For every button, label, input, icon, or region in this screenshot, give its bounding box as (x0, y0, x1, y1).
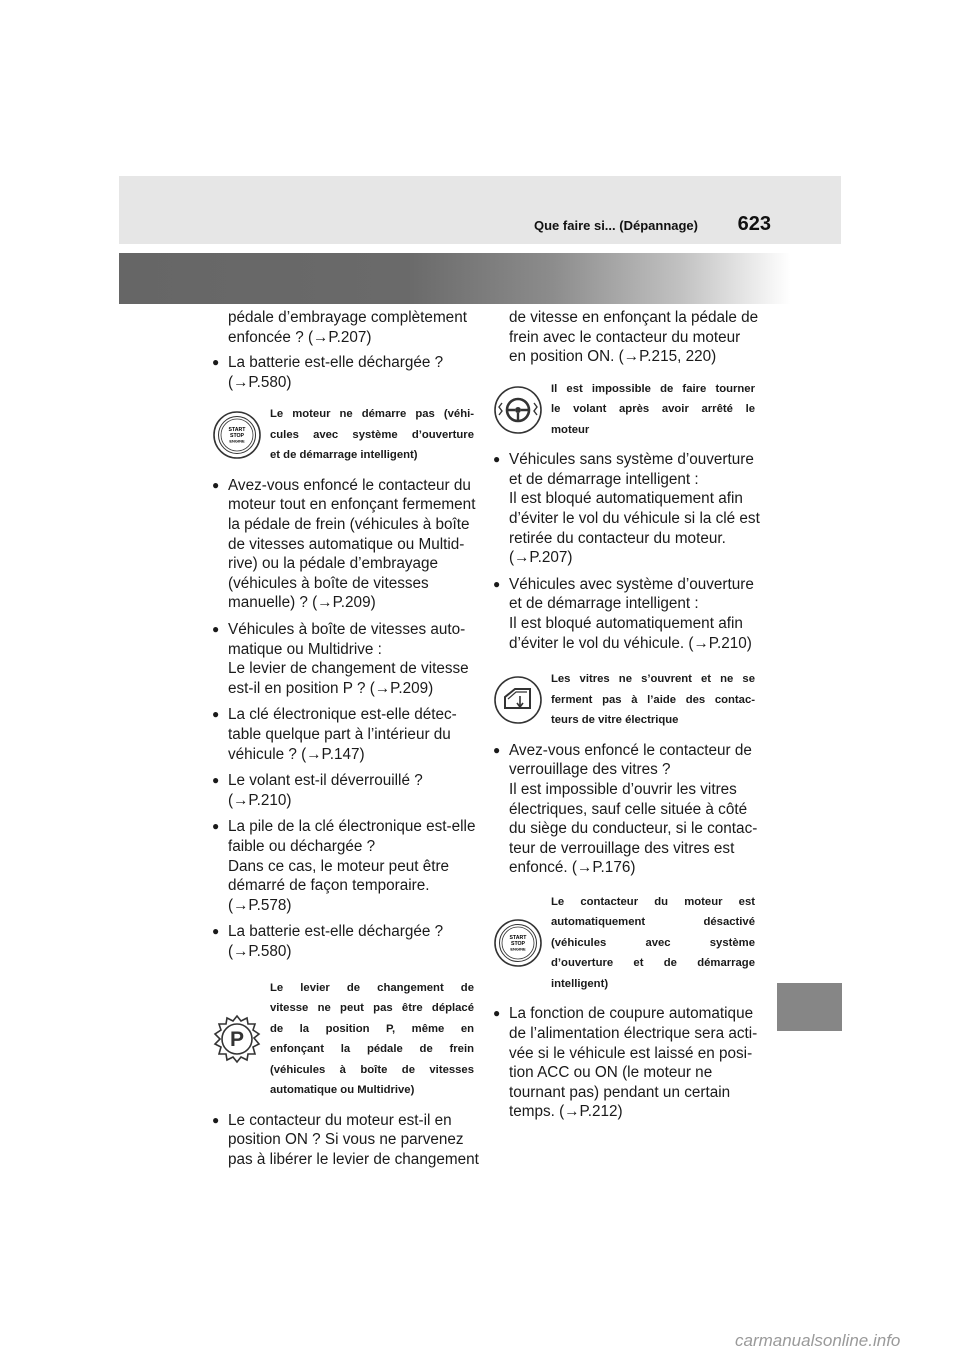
text-line: Il est impossible de faire tourner (551, 382, 755, 395)
text-line: frein avec le contacteur du moteur (509, 328, 741, 346)
watermark: carmanualsonline.info (735, 1331, 901, 1350)
text-line: ● Véhicules sans système d’ouverture (509, 451, 754, 469)
text-line: moteur tout en enfonçant fermement (228, 496, 476, 514)
bullet-item (212, 705, 474, 764)
text-line: moteur (551, 423, 590, 436)
section-heading-steering-lock (493, 379, 755, 441)
text-line: ● La fonction de coupure automatique (509, 1005, 754, 1023)
text-line: cules avec système d’ouverture (270, 428, 474, 441)
bullet-item (493, 741, 758, 878)
text-line: (→P.580) (228, 942, 292, 960)
bullet-item (212, 922, 474, 961)
text-line: véhicule ? (→P.147) (228, 745, 365, 763)
text-line: (→P.578) (228, 896, 292, 914)
text-line: ● Avez-vous enfoncé le contacteur du (228, 476, 471, 494)
text-line: d’éviter le vol du véhicule si la clé est (509, 510, 760, 528)
text-line: automatique ou Multidrive) (270, 1084, 415, 1097)
text-line: ● Avez-vous enfoncé le contacteur de (509, 741, 752, 759)
bullet-item (212, 353, 474, 392)
text-line: automatiquement désactivé (551, 916, 755, 929)
icon-label-stop: STOP (510, 941, 526, 948)
text-line: (véhicules à boîte de vitesses (270, 1063, 474, 1076)
text-line: verrouillage des vitres ? (509, 761, 671, 779)
icon-label-p: P (229, 1028, 245, 1052)
icon-label-engine: ENGINE (229, 438, 245, 444)
gear-p-icon (212, 1014, 262, 1064)
chapter-tab (777, 983, 842, 1031)
steering-lock-icon (493, 385, 543, 435)
text-line: d’éviter le vol du véhicule. (→P.210) (509, 634, 752, 652)
start-stop-engine-icon (212, 410, 262, 460)
bullet-item (212, 620, 474, 698)
section-heading-text (270, 404, 474, 466)
bullet-item (493, 575, 755, 653)
text-line: d’ouverture et de démarrage (551, 957, 755, 970)
text-line: matique ou Multidrive : (228, 640, 382, 658)
text-line: vée si le véhicule est laissé en posi- (509, 1044, 753, 1062)
continuation-text (212, 308, 474, 347)
bullet-item (212, 476, 474, 613)
bullet-list (493, 450, 760, 653)
icon-label-engine: ENGINE (510, 946, 526, 952)
start-stop-engine-icon (493, 918, 543, 968)
section-heading-text (551, 669, 755, 731)
text-line: pas à libérer le levier de changement (228, 1150, 479, 1168)
text-line: (→P.210) (228, 791, 292, 809)
text-line: Le contacteur du moteur est (551, 895, 755, 908)
text-line: du siège du conducteur, si le contac- (509, 820, 758, 838)
text-line: la pédale de frein (véhicules à boîte (228, 516, 470, 534)
text-line: Le moteur ne démarre pas (véhi- (270, 408, 474, 421)
bullet-item (212, 1111, 479, 1170)
section-heading-text (551, 379, 755, 441)
section-heading-shift-lever (212, 978, 474, 1101)
text-line: enfoncée ? (→P.207) (228, 328, 372, 346)
text-line: tournant pas) pendant un certain (509, 1083, 731, 1101)
text-line: en position ON. (→P.215, 220) (509, 348, 717, 366)
column-left (212, 308, 479, 1176)
bullet-list (493, 1004, 758, 1122)
text-line: Le levier de changement de (270, 981, 474, 994)
section-heading-engine-start (212, 404, 474, 466)
bullet-item (212, 817, 474, 915)
bullet-item (493, 1004, 758, 1122)
text-line: Il est impossible d’ouvrir les vitres (509, 780, 737, 798)
text-line: de la position P, même en (270, 1022, 474, 1035)
text-line: intelligent) (551, 977, 609, 990)
continuation-text (493, 308, 759, 367)
text-line: (→P.580) (228, 373, 292, 391)
bullet-list (212, 476, 474, 962)
section-heading-text (270, 978, 474, 1101)
text-line: enfoncé. (→P.176) (509, 859, 636, 877)
text-line: ● La batterie est-elle déchargée ? (228, 923, 444, 941)
text-line: manuelle) ? (→P.209) (228, 594, 376, 612)
text-line: teurs de vitre électrique (551, 714, 679, 727)
text-line: ● Véhicules à boîte de vitesses auto- (228, 621, 466, 639)
text-line: et de démarrage intelligent) (270, 449, 418, 462)
text-line: retirée du contacteur du moteur. (509, 529, 726, 547)
text-line: Il est bloqué automatiquement afin (509, 615, 743, 633)
section-heading-auto-off (493, 892, 755, 995)
text-line: démarré de façon temporaire. (228, 877, 430, 895)
section-heading-power-windows (493, 669, 755, 731)
text-line: Les vitres ne s’ouvrent et ne se (551, 673, 755, 686)
text-line: Le levier de changement de vitesse (228, 660, 469, 678)
text-line: tion ACC ou ON (le moteur ne (509, 1064, 713, 1082)
text-line: (véhicules à boîte de vitesses (228, 574, 429, 592)
text-line: table quelque part à l’intérieur du (228, 726, 451, 743)
page-number: 623 (737, 213, 771, 235)
bullet-list (493, 741, 758, 878)
text-line: ● La batterie est-elle déchargée ? (228, 354, 444, 372)
text-line: pédale d’embrayage complètement (228, 309, 467, 326)
icon-label-start: START (228, 427, 246, 434)
text-line: teur de verrouillage des vitres est (509, 839, 735, 857)
text-line: ferment pas à l’aide des contac- (551, 693, 755, 706)
bullet-item (493, 450, 760, 568)
text-line: est-il en position P ? (→P.209) (228, 679, 434, 697)
icon-label-stop: STOP (229, 433, 245, 440)
header-gradient-band (119, 253, 841, 304)
text-line: Il est bloqué automatiquement afin (509, 490, 743, 508)
text-line: vitesse ne peut pas être déplacé (270, 1002, 474, 1015)
bullet-item (212, 771, 474, 810)
text-line: (→P.207) (509, 549, 573, 567)
text-line: position ON ? Si vous ne parvenez (228, 1131, 464, 1149)
text-line: de l’alimentation électrique sera acti- (509, 1024, 758, 1042)
power-window-icon (493, 675, 543, 725)
text-line: Dans ce cas, le moteur peut être (228, 857, 450, 875)
text-line: ● Véhicules avec système d’ouverture (509, 575, 754, 593)
text-line: et de démarrage intelligent : (509, 595, 699, 613)
icon-label-start: START (509, 935, 527, 942)
column-right (493, 308, 760, 1129)
text-line: ● La pile de la clé électronique est-elle (228, 818, 476, 836)
text-line: le volant après avoir arrêté le (551, 403, 755, 416)
text-line: et de démarrage intelligent : (509, 470, 699, 488)
text-line: ● Le contacteur du moteur est-il en (228, 1111, 452, 1129)
text-line: enfonçant la pédale de frein (270, 1043, 474, 1056)
text-line: (véhicules avec système (551, 936, 755, 949)
text-line: de vitesse en enfonçant la pédale de (509, 309, 759, 326)
text-line: temps. (→P.212) (509, 1103, 623, 1121)
text-line: ● La clé électronique est-elle détec- (228, 706, 457, 724)
section-title: Que faire si... (Dépannage) (534, 218, 698, 233)
text-line: faible ou déchargée ? (228, 837, 376, 855)
text-line: électriques, sauf celle située à côté (509, 800, 748, 818)
text-line: de vitesses automatique ou Multid- (228, 535, 465, 553)
page-header (119, 176, 841, 244)
text-line: rive) ou la pédale d’embrayage (228, 555, 439, 573)
section-heading-text (551, 892, 755, 995)
text-line: ● Le volant est-il déverrouillé ? (228, 772, 423, 790)
